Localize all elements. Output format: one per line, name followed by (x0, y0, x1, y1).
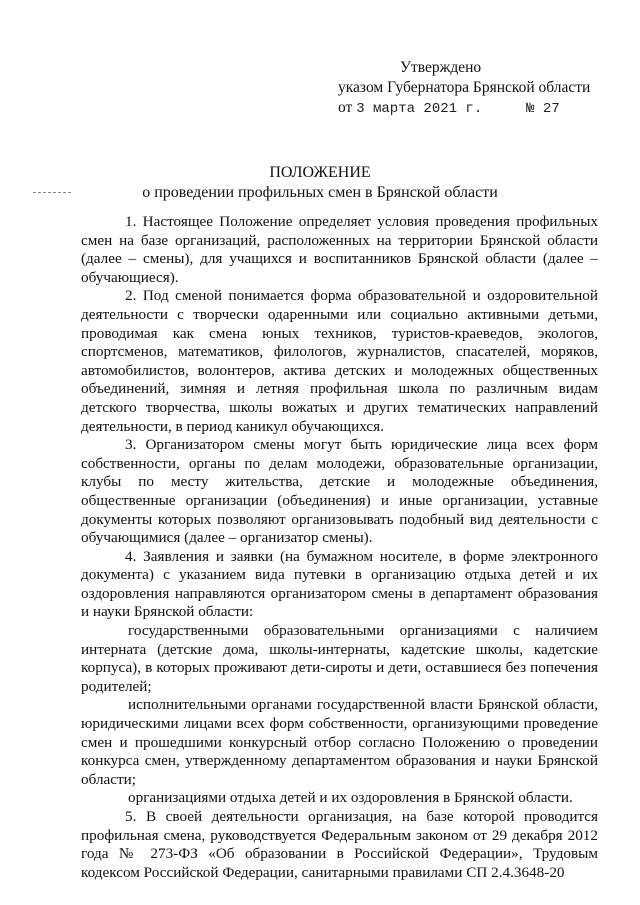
approval-date: 3 марта 2021 г. (356, 101, 483, 117)
paragraph: организациями отдыха детей и их оздоровления в Брянской области. (128, 789, 573, 807)
paragraph: 5. В своей деятельности организация, на базе которой проводится профильная смена, руководствуется Федеральным законом от 29 декабря 2012 года № 273-ФЗ «Об образовании в Российской Федерации», Трудовым кодексом Российской Федерации, санитарными правилами СП 2.4.3648-20 (81, 808, 598, 881)
approval-block (338, 58, 618, 119)
document-body (81, 213, 598, 882)
approval-line: Утверждено (400, 59, 482, 76)
paragraph: 2. Под сменой понимается форма образовательной и оздоровительной деятельности с творчески одаренными или социально активными детьми, проводимая как смена юных техников, туристов-краеведов, экологов, спортсменов, математиков, филологов, журналистов, спасателей, моряков, автомобилистов, волонтеров, актива детских и молодежных общественных объединений, зимняя и летняя профильная школа по различным видам детского творчества, школы вожатых и других тематических направлений деятельности, в период каникул обучающихся. (81, 287, 598, 435)
approval-number: № 27 (526, 101, 560, 117)
paragraph: государственными образовательными организациями с наличием интерната (детские дома, школы-интернаты, кадетские школы, кадетские корпуса), в которых проживают дети-сироты и дети, оставшиеся без попечения родителей; (81, 622, 598, 695)
approval-date-line (338, 98, 618, 119)
paragraph: 1. Настоящее Положение определяет условия проведения профильных смен на базе организаций, расположенных на территории Брянской области (далее – смены), для учащихся и воспитанников Брянской области (далее – обучающиеся). (81, 213, 598, 286)
approval-date-prefix: от (338, 99, 353, 116)
document-title: ПОЛОЖЕНИЕ (269, 164, 371, 181)
paragraph: исполнительными органами государственной власти Брянской области, юридическими лицами всех форм собственности, организующими проведение смен и прошедшими конкурсный отбор согласно Положению о проведении конкурса смен, утвержденному департаментом образования и науки Брянской области; (81, 696, 598, 788)
document-subtitle: о проведении профильных смен в Брянской области (142, 184, 498, 201)
paragraph: 4. Заявления и заявки (на бумажном носителе, в форме электронного документа) с указанием вида путевки в организацию отдыха детей и их оздоровления направляются организатором смены в департамент образования и науки Брянской области: (81, 547, 598, 621)
approval-authority: указом Губернатора Брянской области (338, 79, 591, 96)
document-heading (0, 163, 640, 203)
paragraph: 3. Организатором смены могут быть юридические лица всех форм собственности, органы по делам молодежи, образовательные организации, клубы по месту жительства, детские и молодежные объединения, общественные организации (объединения) и иные организации, уставные документы которых позволяют организовывать подобный вид деятельности с обучающимися (далее – организатор смены). (81, 436, 598, 547)
